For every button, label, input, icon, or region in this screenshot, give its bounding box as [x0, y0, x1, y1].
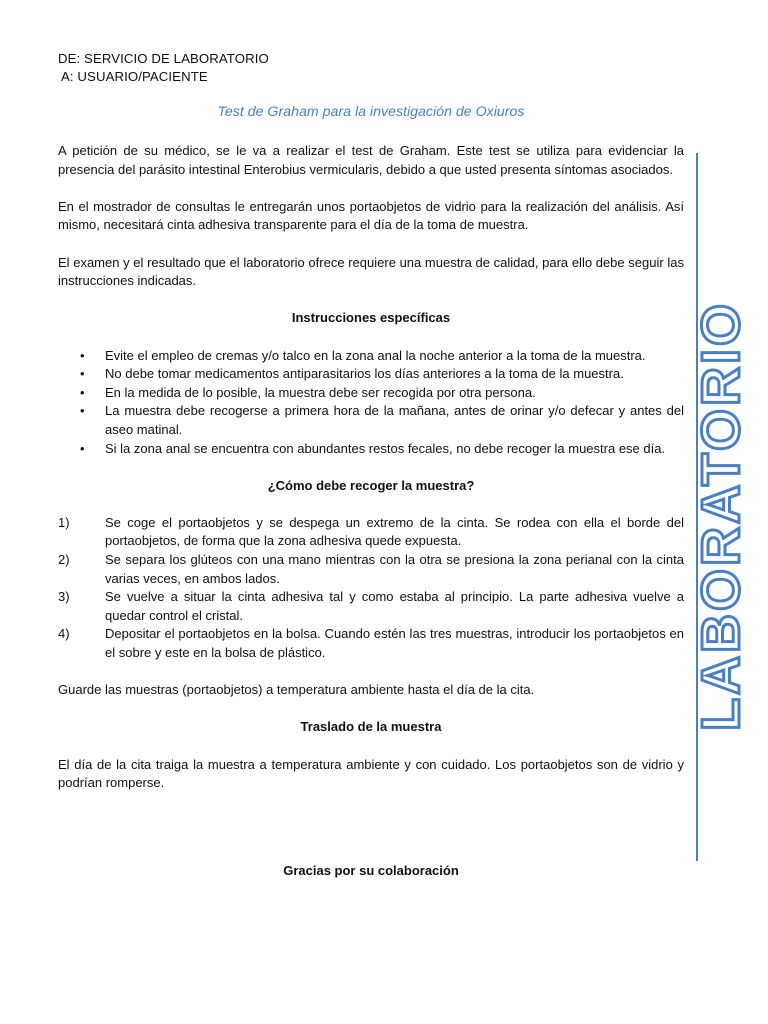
intro-paragraph-1: A petición de su médico, se le va a realizar el test de Graham. Este test se utiliza para evidenciar la presencia del parásito intestinal Enterobius vermicularis, debido a que usted presenta síntomas asociados. — [58, 143, 684, 177]
transport-paragraph: El día de la cita traiga la muestra a temperatura ambiente y con cuidado. Los portaobjetos son de vidrio y podrían romperse. — [58, 756, 684, 791]
step-text: Se vuelve a situar la cinta adhesiva tal y como estaba al principio. La parte adhesiva vuelve a quedar control el cristal. — [105, 589, 684, 623]
bullet-icon: • — [80, 366, 85, 382]
memo-header — [58, 50, 269, 86]
list-item-text: Si la zona anal se encuentra con abundantes restos fecales, no debe recoger la muestra ese día. — [105, 440, 666, 456]
storage-paragraph: Guarde las muestras (portaobjetos) a temperatura ambiente hasta el día de la cita. — [58, 682, 535, 698]
list-item-text: Evite el empleo de cremas y/o talco en la zona anal la noche anterior a la toma de la muestra. — [105, 347, 646, 363]
collection-heading: ¿Cómo debe recoger la muestra? — [267, 477, 475, 493]
step-text: Se separa los glúteos con una mano mientras con la otra se presiona la zona perianal con la cinta varias veces, en ambos lados. — [105, 552, 684, 586]
intro-paragraph-2: En el mostrador de consultas le entregarán unos portaobjetos de vidrio para la realización del análisis. Así mismo, necesitará cinta adhesiva transparente para el día de la toma de muestra. — [58, 198, 684, 233]
transport-heading: Traslado de la muestra — [300, 719, 442, 735]
list-item — [80, 440, 684, 459]
list-item — [58, 625, 684, 662]
bullet-icon: • — [80, 384, 85, 400]
memo-from: DE: SERVICIO DE LABORATORIO — [58, 51, 269, 66]
list-item — [80, 347, 684, 366]
document-body — [58, 142, 684, 811]
step-number: 1) — [58, 514, 70, 530]
list-item-text: La muestra debe recogerse a primera hora de la mañana, antes de orinar y/o defecar y antes del aseo matinal. — [105, 403, 684, 437]
step-number: 3) — [58, 589, 70, 605]
side-label: LABORATORIO — [691, 301, 751, 731]
list-item-text: En la medida de lo posible, la muestra debe ser recogida por otra persona. — [105, 384, 536, 400]
list-item — [58, 514, 684, 551]
collection-steps — [58, 514, 684, 663]
bullet-icon: • — [80, 403, 85, 419]
list-item-text: No debe tomar medicamentos antiparasitarios los días anteriores a la toma de la muestra. — [105, 366, 624, 382]
step-number: 4) — [58, 626, 70, 642]
step-text: Se coge el portaobjetos y se despega un extremo de la cinta. Se rodea con ella el borde del portaobjetos, de forma que la zona adhesiva quede expuesta. — [105, 514, 684, 549]
thanks-line: Gracias por su colaboración — [283, 863, 459, 878]
document-title: Test de Graham para la investigación de Oxiuros — [217, 104, 525, 120]
instructions-heading: Instrucciones específicas — [291, 310, 451, 326]
list-item — [80, 365, 684, 384]
memo-to: A: USUARIO/PACIENTE — [61, 69, 208, 84]
bullet-icon: • — [80, 347, 85, 363]
list-item — [80, 384, 684, 403]
list-item — [58, 588, 684, 625]
step-number: 2) — [58, 552, 70, 568]
intro-paragraph-3: El examen y el resultado que el laboratorio ofrece requiere una muestra de calidad, para ello debe seguir las instrucciones indicadas. — [58, 254, 684, 289]
step-text: Depositar el portaobjetos en la bolsa. Cuando estén las tres muestras, introducir los portaobjetos en el sobre y este en la bolsa de plástico. — [105, 626, 684, 661]
bullet-icon: • — [80, 440, 85, 456]
list-item — [58, 551, 684, 588]
list-item — [80, 402, 684, 439]
instructions-list — [58, 347, 684, 459]
